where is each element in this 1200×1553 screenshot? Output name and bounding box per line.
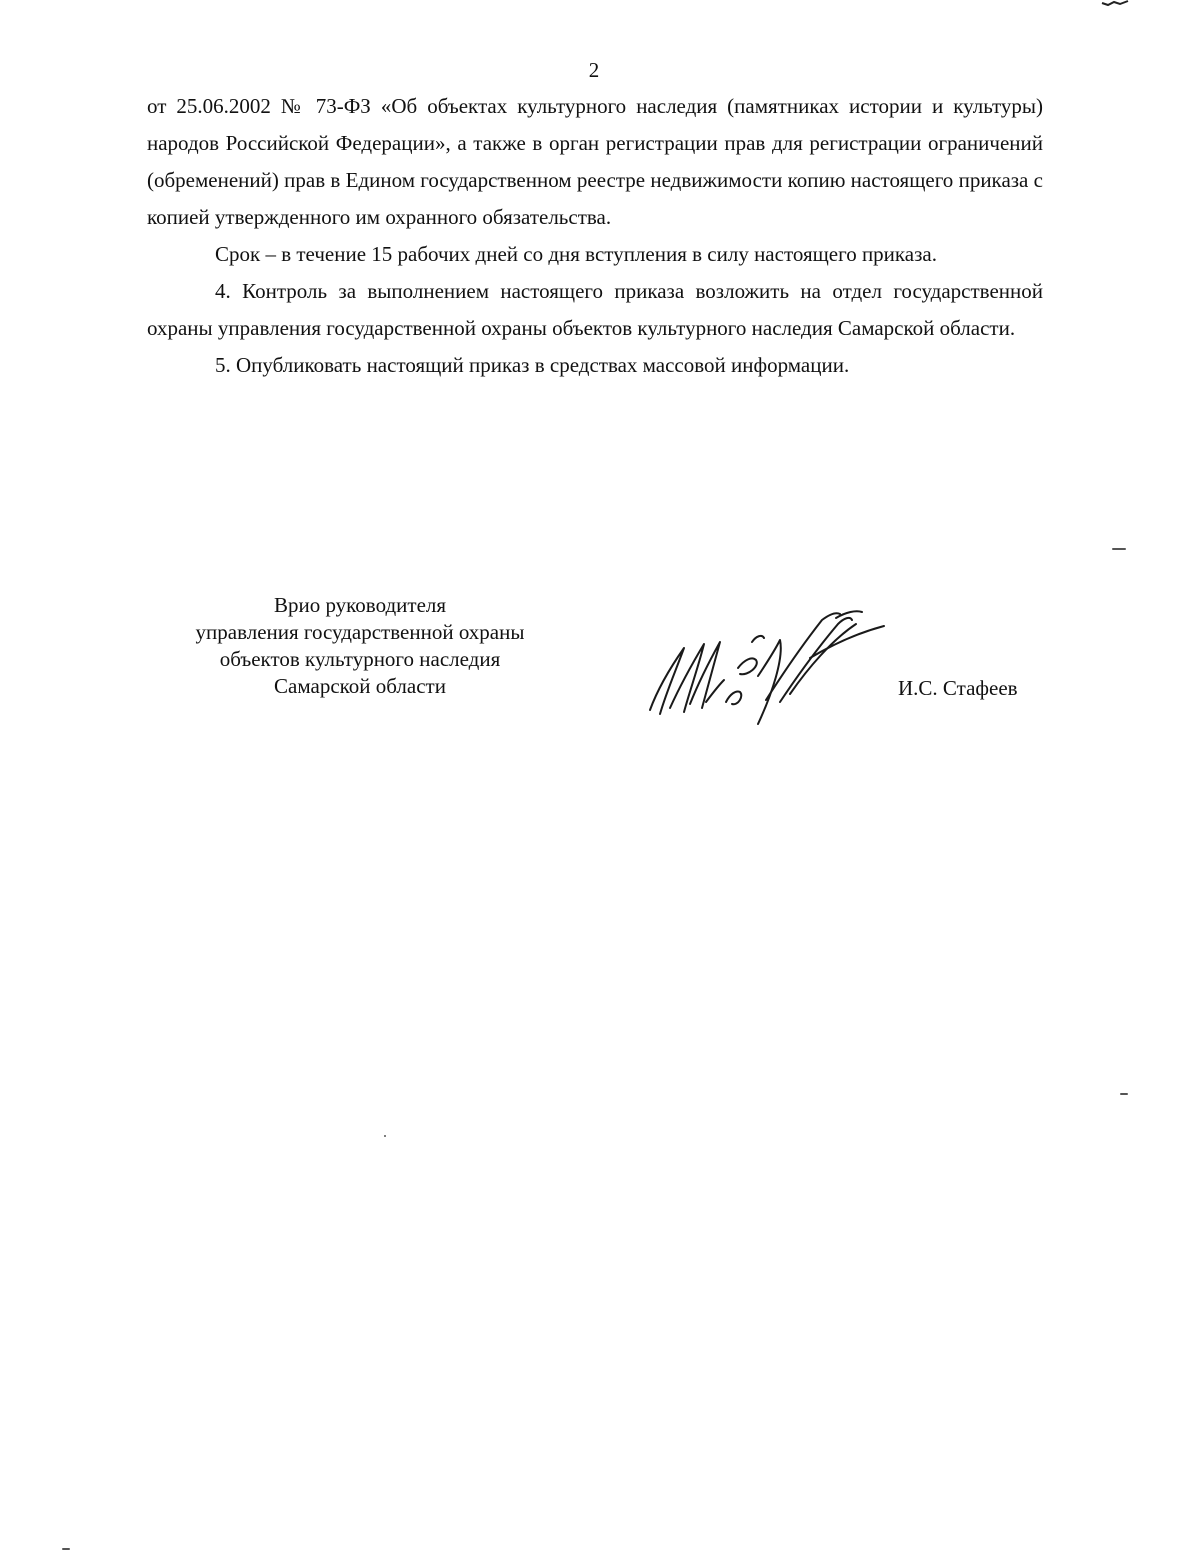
- scan-speck: [62, 1548, 70, 1550]
- scan-artifact-mark: [1100, 0, 1130, 8]
- paragraph-item-4: 4. Контроль за выполнением настоящего приказа возложить на отдел государственной охраны управления государственной охраны объектов культурного наследия Самарской области.: [147, 279, 1043, 340]
- signatory-title-line: управления государственной охраны: [195, 620, 525, 644]
- signatory-title-line: Самарской области: [274, 674, 446, 698]
- page-number: [0, 58, 1200, 83]
- paragraph-continuation: от 25.06.2002 № 73-ФЗ «Об объектах культурного наследия (памятниках истории и культуры) народов Российской Федерации», а также в орган регистрации прав для регистрации ограничений (обременений) прав в Едином государственном реестре недвижимости копию настоящего приказа с копией утвержденного им охранного обязательства.: [147, 94, 1043, 229]
- scan-speck: [1112, 548, 1126, 550]
- page-number-text: 2: [588, 58, 600, 82]
- signatory-title-line: объектов культурного наследия: [219, 647, 501, 671]
- signer-name: И.С. Стафеев: [898, 676, 1018, 700]
- scan-speck: [384, 1135, 386, 1137]
- signatory-title-block: [140, 592, 580, 700]
- scan-speck: [1120, 1093, 1128, 1095]
- paragraph-item-5: 5. Опубликовать настоящий приказ в средствах массовой информации.: [215, 353, 850, 377]
- body-text: [147, 88, 1043, 384]
- signatory-title-line: Врио руководителя: [273, 593, 447, 617]
- paragraph-deadline: Срок – в течение 15 рабочих дней со дня вступления в силу настоящего приказа.: [215, 242, 937, 266]
- handwritten-signature: [640, 598, 890, 728]
